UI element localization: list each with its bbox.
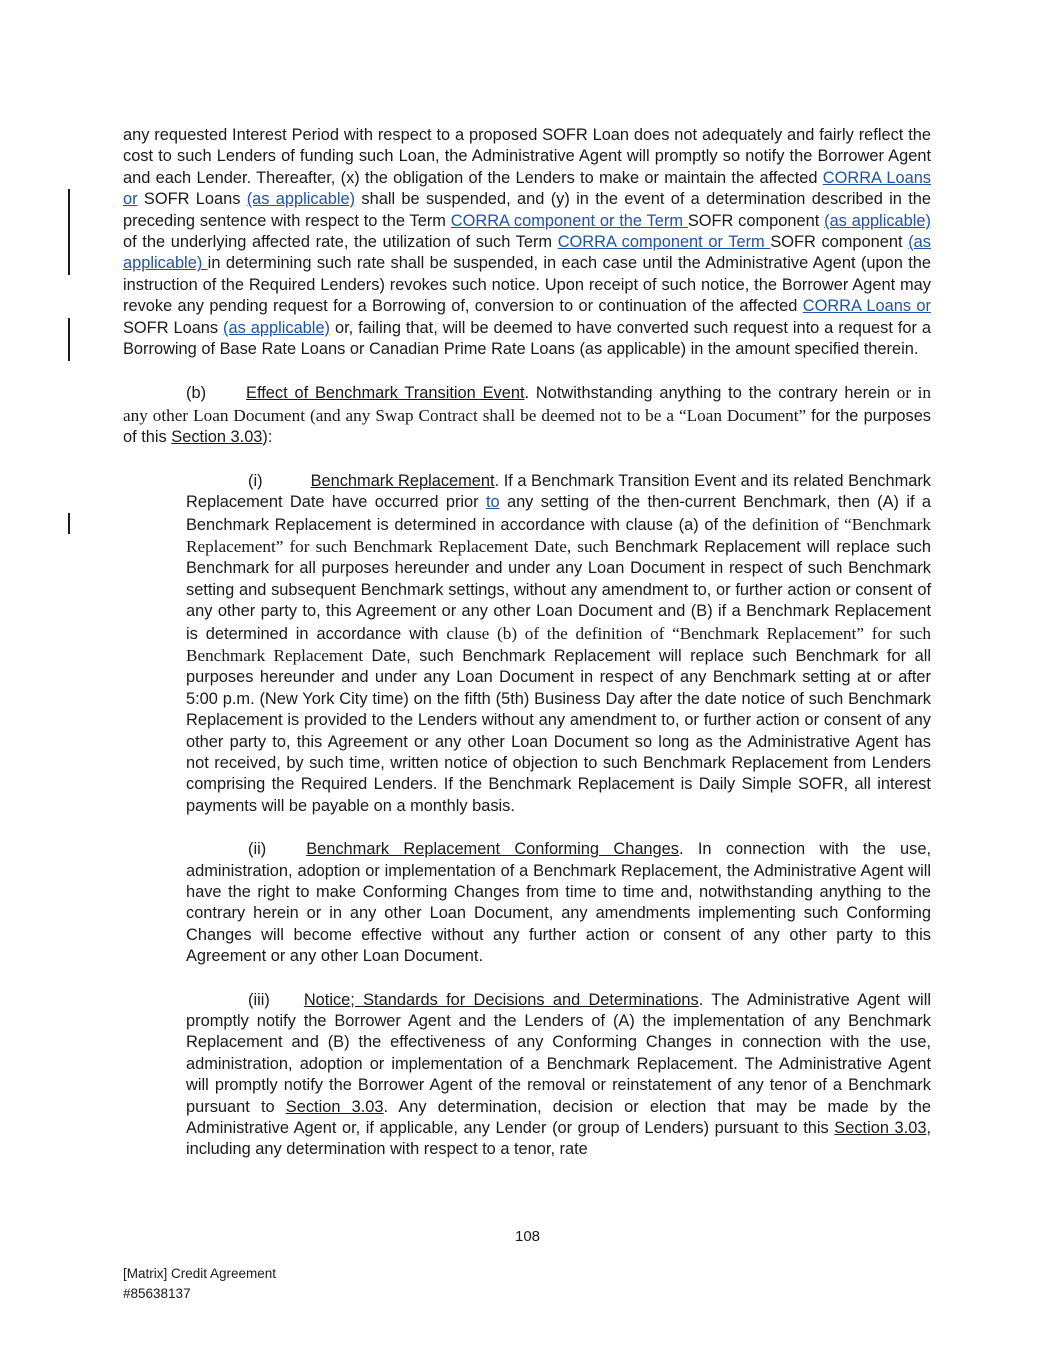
footer-doc-title: [Matrix] Credit Agreement bbox=[123, 1266, 277, 1281]
clause-i-paragraph bbox=[186, 471, 931, 818]
section-b-paragraph-segment: ): bbox=[262, 428, 273, 447]
intro-paragraph-segment: (as applicable) bbox=[223, 318, 331, 337]
clause-ii-paragraph bbox=[186, 839, 931, 967]
section-b-paragraph-segment: for the purposes of this bbox=[123, 406, 931, 447]
clause-iii-paragraph-segment: . The Administrative Agent will promptly notify the Borrower Agent and the Lenders of (A) the implementation of any Benchmark Replacement and (B) the effectiveness of any Conforming Changes in connection with the use, administration, adoption or implementation of a Benchmark Replacement. The Administrative Agent will promptly notify the Borrower Agent of the removal or reinstatement of any tenor of a Benchmark pursuant to bbox=[186, 990, 931, 1116]
intro-paragraph-segment: SOFR Loans bbox=[137, 190, 247, 209]
intro-paragraph-segment: or, failing that, will be deemed to have converted such request into a request for a Borrowing of Base Rate Loans or Canadian Prime Rate Loans (as applicable) in the amount specified therein. bbox=[123, 318, 931, 359]
clause-iii-paragraph-segment: Notice; Standards for Decisions and Determinations bbox=[303, 990, 699, 1009]
section-b-paragraph-segment: . Notwithstanding anything to the contrary herein bbox=[524, 384, 897, 403]
clause-i-paragraph-segment: any setting of the then-current Benchmark, then (A) if a Benchmark Replacement is determined in accordance with clause (a) of the bbox=[186, 493, 931, 534]
section-b-paragraph-segment: Effect of Benchmark Transition Event bbox=[246, 384, 525, 403]
intro-paragraph-segment: SOFR component bbox=[770, 233, 909, 252]
change-bar bbox=[68, 318, 70, 361]
section-b-paragraph-segment: Section 3.03 bbox=[171, 428, 263, 447]
section-b-paragraph-segment: (b) bbox=[186, 384, 207, 403]
intro-paragraph-segment: CORRA Loans or bbox=[123, 168, 932, 209]
page-number: 108 bbox=[514, 1228, 541, 1245]
intro-paragraph-segment: SOFR Loans bbox=[123, 318, 224, 337]
intro-paragraph-segment: SOFR component bbox=[687, 211, 825, 230]
intro-paragraph-segment: CORRA component or the Term bbox=[450, 211, 688, 230]
clause-ii-paragraph-segment: (ii) bbox=[248, 840, 267, 859]
clause-iii-paragraph-segment: (iii) bbox=[248, 990, 270, 1009]
clause-iii-paragraph-segment: . Any determination, decision or election that may be made by the Administrative Agent or, if applicable, any Lender (or group of Lenders) pursuant to this bbox=[186, 1097, 931, 1138]
clause-iii-paragraph-segment: Section 3.03 bbox=[285, 1097, 384, 1116]
intro-paragraph-segment: (as applicable) bbox=[824, 211, 931, 230]
intro-paragraph-segment: of the underlying affected rate, the utilization of such Term bbox=[123, 233, 558, 252]
intro-paragraph-segment: CORRA component or Term bbox=[557, 233, 771, 252]
intro-paragraph-segment: shall be suspended, and (y) in the event of a determination described in the preceding sentence with respect to the Term bbox=[123, 190, 931, 230]
intro-paragraph bbox=[123, 125, 931, 360]
intro-paragraph-segment: any requested Interest Period with respect to a proposed SOFR Loan does not adequately and fairly reflect the cost to such Lenders of funding such Loan, the Administrative Agent will promptly so notify the Borrower Agent and each Lender. Thereafter, (x) the obligation of the Lenders to make or maintain the affected bbox=[123, 126, 931, 187]
intro-paragraph-segment: (as applicable) bbox=[246, 190, 356, 209]
intro-paragraph-segment: in determining such rate shall be suspended, in each case until the Administrative Agent (upon the instruction of the Required Lenders) revokes such notice. Upon receipt of such notice, the Borrower Agent may revoke any pending request for a Borrowing of, conversion to or continuation of the affected bbox=[123, 254, 932, 316]
clause-i-paragraph-segment: definition of “Benchmark Replacement” for such Benchmark Replacement Date, such bbox=[186, 514, 931, 556]
clause-i-paragraph-segment: Date, such Benchmark Replacement will replace such Benchmark for all purposes hereunder and under any Loan Document in respect of any Benchmark setting at or after 5:00 p.m. (New York City time) on the fifth (5th) Business Day after the date notice of such Benchmark Replacement is provided to the Lenders without any amendment to, or further action or consent of any other party to, this Agreement or any other Loan Document so long as the Administrative Agent has not received, by such time, written notice of objection to such Benchmark Replacement from Lenders comprising the Required Lenders. If the Benchmark Replacement is Daily Simple SOFR, all interest payments will be payable on a monthly basis. bbox=[186, 646, 931, 815]
clause-iii-paragraph bbox=[186, 990, 931, 1161]
change-bar bbox=[68, 513, 70, 534]
intro-paragraph-segment: CORRA Loans or bbox=[802, 297, 931, 316]
clause-i-paragraph-segment: Benchmark Replacement bbox=[310, 471, 495, 490]
change-bar bbox=[68, 189, 70, 275]
page-footer bbox=[123, 1264, 276, 1304]
clause-i-paragraph-segment: to bbox=[485, 493, 500, 512]
clause-ii-paragraph-segment: Benchmark Replacement Conforming Changes bbox=[306, 840, 679, 859]
clause-i-paragraph-segment: clause (b) of the definition of “Benchmark Replacement” for such Benchmark Replacement bbox=[186, 623, 931, 665]
clause-i-paragraph-segment: Benchmark Replacement will replace such Benchmark for all purposes hereunder and under any Loan Document in respect of such Benchmark setting and subsequent Benchmark settings, without any amendment to, or further action or consent of any other party to, this Agreement or any other Loan Document and (B) if a Benchmark Replacement is determined in accordance with bbox=[186, 537, 931, 643]
clause-iii-paragraph-segment: , including any determination with respect to a tenor, rate bbox=[186, 1119, 931, 1159]
section-b-paragraph bbox=[123, 382, 931, 448]
footer-doc-id: #85638137 bbox=[123, 1286, 191, 1301]
clause-iii-paragraph-segment: Section 3.03 bbox=[834, 1119, 927, 1138]
clause-ii-paragraph-segment: . In connection with the use, administration, adoption or implementation of a Benchmark Replacement, the Administrative Agent will have the right to make Conforming Changes from time to time and, notwithstanding anything to the contrary herein or in any other Loan Document, any amendments implementing such Conforming Changes will become effective without any further action or consent of any other party to this Agreement or any other Loan Document. bbox=[186, 840, 932, 966]
clause-i-paragraph-segment: . If a Benchmark Transition Event and its related Benchmark Replacement Date have occurred prior bbox=[186, 471, 931, 512]
document-body bbox=[123, 125, 931, 1161]
clause-i-paragraph-segment: (i) bbox=[248, 471, 263, 490]
section-b-paragraph-segment: or in any other Loan Document (and any Swap Contract shall be deemed not to be a “Loan Document” bbox=[123, 383, 931, 425]
intro-paragraph-segment: (as applicable) bbox=[123, 233, 931, 273]
